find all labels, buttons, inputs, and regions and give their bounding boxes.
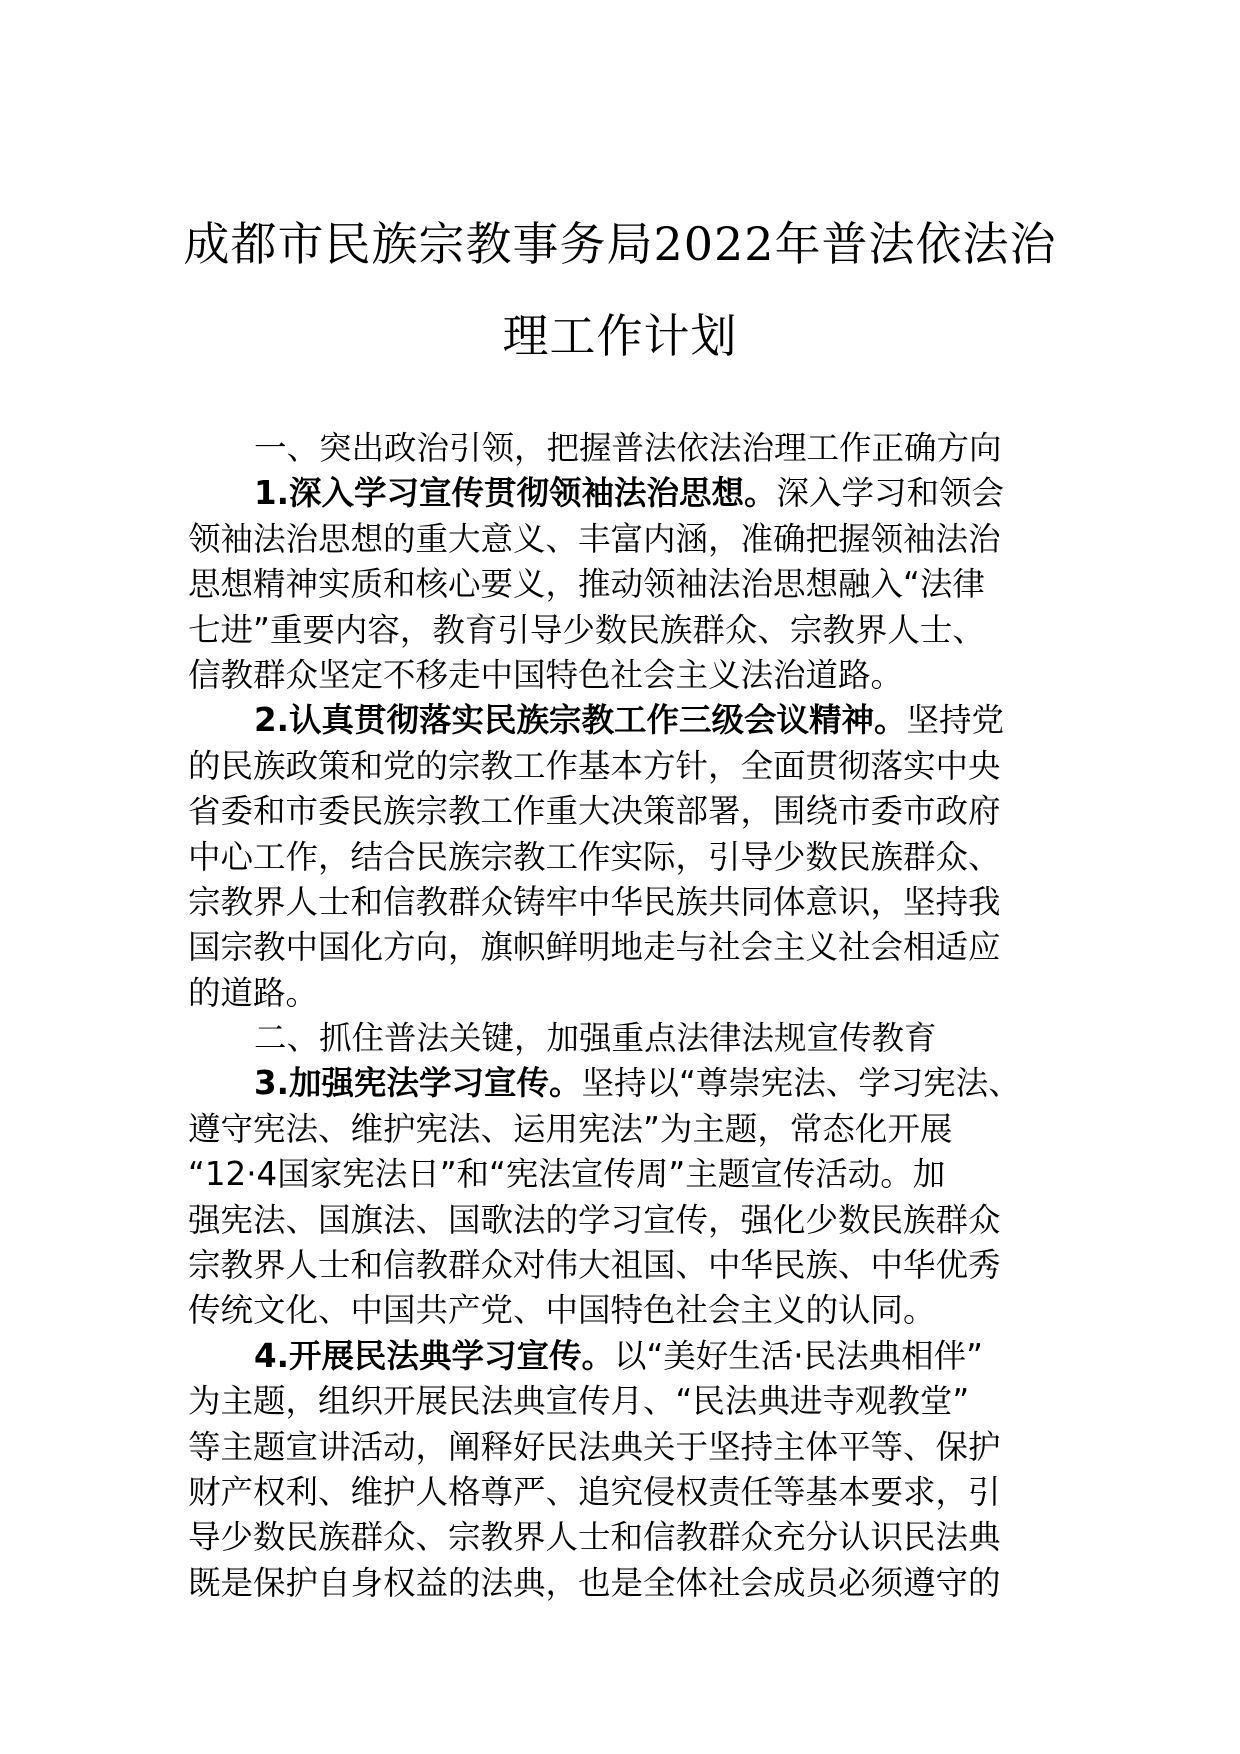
item-4-heading: 4.开展民法典学习宣传。 [254, 1336, 614, 1375]
item-1-first-line-text: 深入学习和领会 [776, 474, 1004, 513]
section-2-heading: 二、抓住普法关键，加强重点法律法规宣传教育 [254, 1019, 937, 1058]
item-2-first-line [188, 698, 1068, 743]
item-3-line: 强宪法、国旗法、国歌法的学习宣传，强化少数民族群众 [188, 1200, 1001, 1239]
item-4-line: 财产权利、维护人格尊严、追究侵权责任等基本要求，引 [188, 1472, 1001, 1511]
item-3-first-line [188, 1061, 1068, 1106]
item-2-line: 宗教界人士和信教群众铸牢中华民族共同体意识，坚持我 [188, 882, 1001, 921]
item-3-line: “12·4国家宪法日”和“宪法宣传周”主题宣传活动。加 [188, 1155, 946, 1194]
item-1-first-line [188, 471, 1068, 516]
item-4-first-line [188, 1334, 1068, 1379]
document-body [188, 426, 1068, 1606]
item-2-line: 的道路。 [188, 973, 319, 1012]
document-title-line-2: 理工作计划 [502, 309, 738, 363]
item-4-first-line-text: 以“美好生活·民法典相伴” [613, 1336, 983, 1375]
item-3-line: 遵守宪法、维护宪法、运用宪法”为主题，常态化开展 [188, 1109, 953, 1148]
item-1-line: 领袖法治思想的重大意义、丰富内涵，准确把握领袖法治 [188, 519, 1001, 558]
item-2-line: 国宗教中国化方向，旗帜鲜明地走与社会主义社会相适应 [188, 928, 1001, 967]
item-4-line: 既是保护自身权益的法典，也是全体社会成员必须遵守的 [188, 1563, 1001, 1602]
item-2-line: 的民族政策和党的宗教工作基本方针，全面贯彻落实中央 [188, 746, 1001, 785]
item-1-line: 七进”重要内容，教育引导少数民族群众、宗教界人士、 [188, 610, 985, 649]
item-1-line: 信教群众坚定不移走中国特色社会主义法治道路。 [188, 655, 904, 694]
item-1-line: 思想精神实质和核心要义，推动领袖法治思想融入“法律 [188, 565, 985, 604]
section-1-heading: 一、突出政治引领，把握普法依法治理工作正确方向 [254, 429, 1002, 467]
item-2-line: 中心工作，结合民族宗教工作实际，引导少数民族群众、 [188, 837, 1001, 876]
item-3-line: 宗教界人士和信教群众对伟大祖国、中华民族、中华优秀 [188, 1246, 1001, 1285]
item-1-heading: 1.深入学习宣传贯彻领袖法治思想。 [254, 474, 777, 513]
item-2-heading: 2.认真贯彻落实民族宗教工作三级会议精神。 [254, 701, 907, 740]
item-2-line: 省委和市委民族宗教工作重大决策部署，围绕市委市政府 [188, 792, 1001, 831]
item-3-heading: 3.加强宪法学习宣传。 [254, 1064, 582, 1103]
item-4-line: 为主题，组织开展民法典宣传月、“民法典进寺观教堂” [188, 1382, 970, 1421]
item-3-line: 传统文化、中国共产党、中国特色社会主义的认同。 [188, 1291, 936, 1330]
item-4-line: 导少数民族群众、宗教界人士和信教群众充分认识民法典 [188, 1518, 1001, 1557]
item-3-first-line-text: 坚持以“尊崇宪法、学习宪法、 [581, 1064, 1021, 1103]
item-2-first-line-text: 坚持党 [906, 701, 1004, 740]
document-title-line-1: 成都市民族宗教事务局2022年普法依法治 [183, 217, 1057, 271]
item-4-line: 等主题宣讲活动，阐释好民法典关于坚持主体平等、保护 [188, 1427, 1001, 1466]
